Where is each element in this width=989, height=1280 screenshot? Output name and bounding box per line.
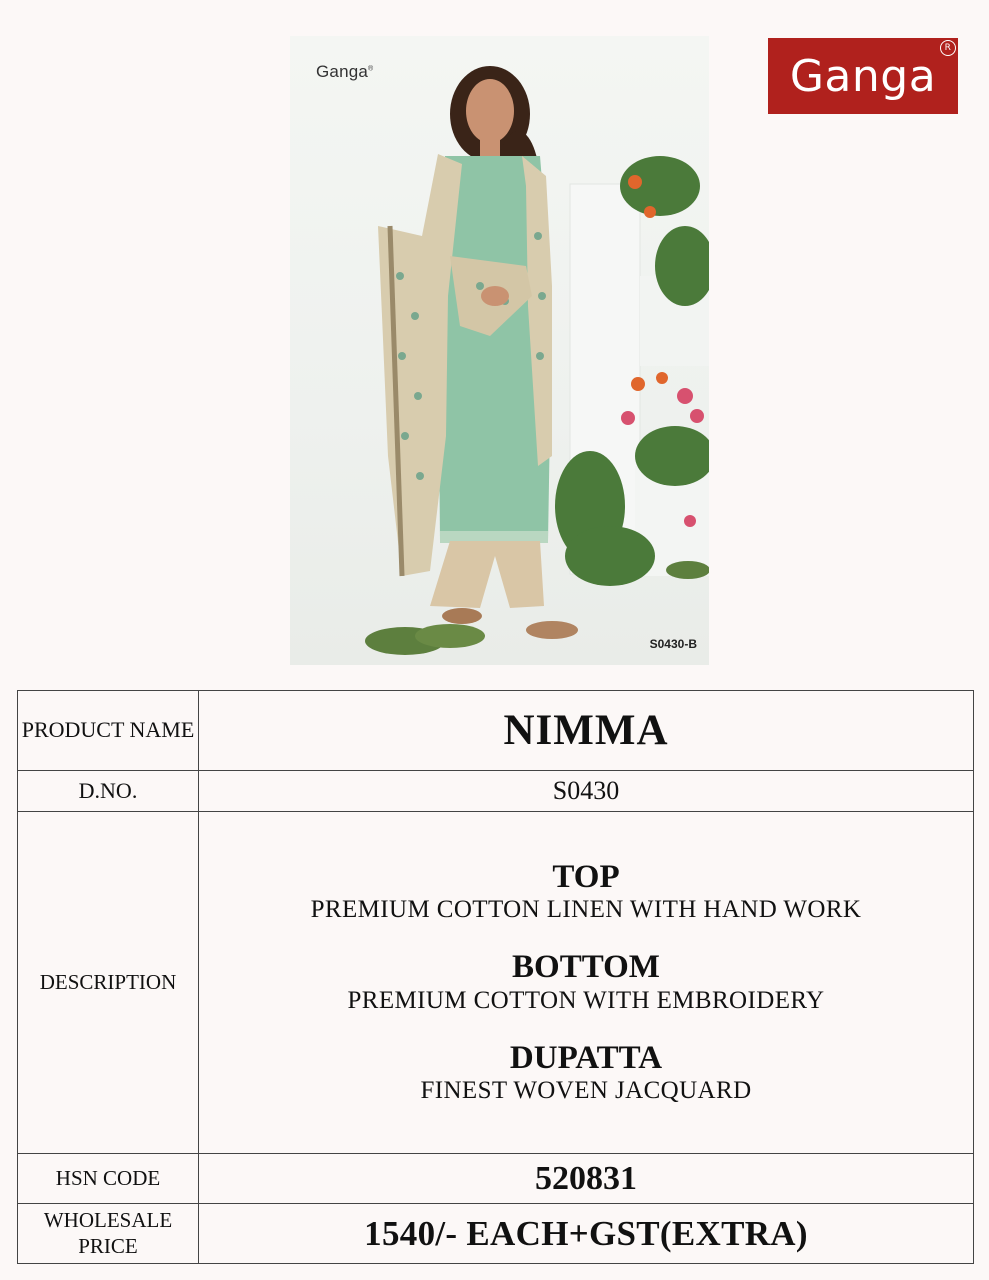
description-dupatta <box>199 1040 973 1106</box>
wholesale-price-value: 1540/- EACH+GST(EXTRA) <box>199 1204 974 1264</box>
description-heading: DUPATTA <box>509 1039 663 1076</box>
description-text: PREMIUM COTTON LINEN WITH HAND WORK <box>310 896 862 924</box>
description-label: DESCRIPTION <box>18 812 199 1154</box>
product-name-value: NIMMA <box>199 691 974 771</box>
description-heading: BOTTOM <box>512 949 660 986</box>
description-heading: TOP <box>552 859 620 896</box>
description-text: PREMIUM COTTON WITH EMBROIDERY <box>347 986 825 1014</box>
wholesale-price-label: WHOLESALE PRICE <box>18 1204 199 1264</box>
description-row <box>18 812 974 1154</box>
model-illustration <box>290 36 709 665</box>
description-value <box>199 812 974 1154</box>
product-name-label: PRODUCT NAME <box>18 691 199 771</box>
design-number-row <box>18 771 974 812</box>
registered-mark: R <box>940 40 956 56</box>
description-bottom <box>199 949 973 1015</box>
photo-design-code: S0430-B <box>649 637 697 651</box>
brand-logo <box>768 38 958 114</box>
product-info-table <box>17 690 974 1264</box>
brand-logo-text: Ganga <box>789 50 937 102</box>
description-text: FINEST WOVEN JACQUARD <box>420 1076 752 1104</box>
hsn-code-value: 520831 <box>199 1154 974 1204</box>
hsn-code-label: HSN CODE <box>18 1154 199 1204</box>
product-photo <box>290 36 709 665</box>
description-top <box>199 859 973 925</box>
design-number-label: D.NO. <box>18 771 199 812</box>
design-number-value: S0430 <box>199 771 974 812</box>
product-name-row <box>18 691 974 771</box>
photo-logo: Ganga® <box>316 62 374 81</box>
wholesale-price-row <box>18 1204 974 1264</box>
hsn-code-row <box>18 1154 974 1204</box>
